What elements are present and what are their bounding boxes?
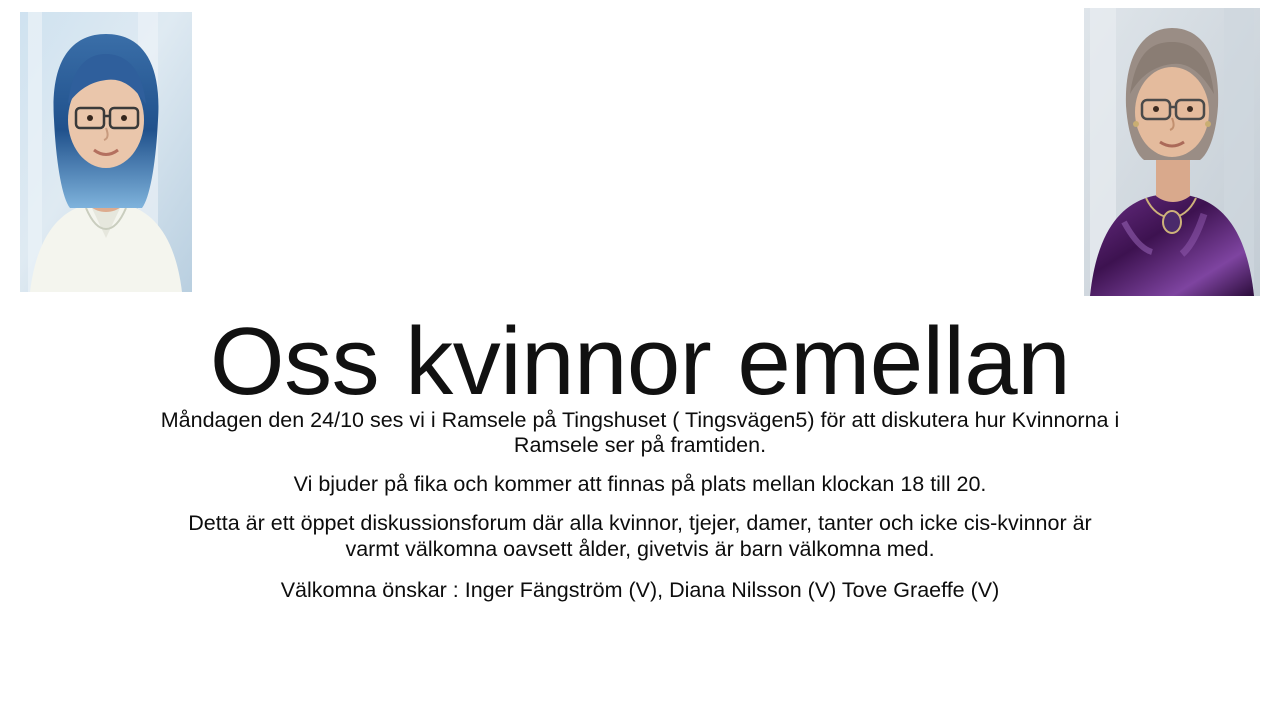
portrait-left-illustration xyxy=(20,12,192,292)
slide-body xyxy=(160,408,1120,603)
body-paragraph-1: Måndagen den 24/10 ses vi i Ramsele på Tingshuset ( Tingsvägen5) för att diskutera hur Kvinnorna i Ramsele ser på framtiden. xyxy=(160,408,1120,458)
body-paragraph-2: Vi bjuder på fika och kommer att finnas på plats mellan klockan 18 till 20. xyxy=(293,472,987,497)
page-title: Oss kvinnor emellan xyxy=(209,308,1071,416)
portrait-right-illustration xyxy=(1084,8,1260,296)
portrait-woman-purple-top xyxy=(1084,8,1260,296)
body-paragraph-4: Välkomna önskar : Inger Fängström (V), Diana Nilsson (V) Tove Graeffe (V) xyxy=(280,577,1000,602)
body-paragraph-3: Detta är ett öppet diskussionsforum där alla kvinnor, tjejer, damer, tanter och icke cis-kvinnor är varmt välkomna oavsett ålder, givetvis är barn välkomna med. xyxy=(188,511,1092,561)
portrait-woman-blue-hair xyxy=(20,12,192,292)
